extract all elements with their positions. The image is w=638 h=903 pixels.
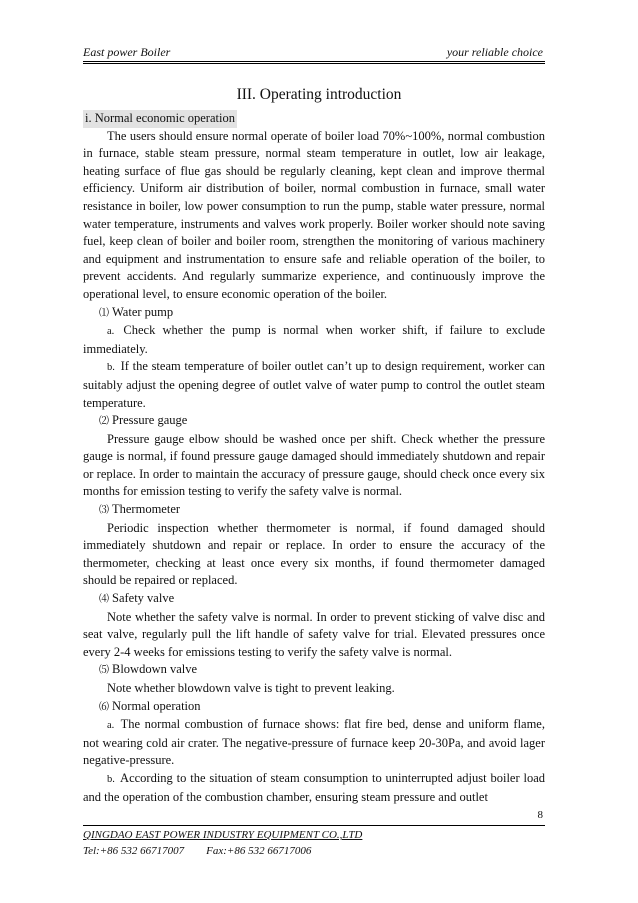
point-text: Check whether the pump is normal when worker shift, if failure to exclude immediately. — [83, 323, 545, 356]
paragraph-safety-valve: Note whether the safety valve is normal. In order to prevent sticking of valve disc and seat valve, regularly pull the lift handle of safety valve for trial. Elevated pressures once every 2-4 weeks for emissions testing to verify the safety valve is normal. — [83, 609, 545, 659]
footer-tel: Tel:+86 532 66717007 — [83, 845, 185, 857]
subheading-water-pump — [83, 304, 545, 323]
point-marker: b. — [107, 362, 115, 374]
item-label: Pressure gauge — [112, 413, 188, 428]
item-marker: ⑴ — [99, 307, 109, 319]
page-number: 8 — [537, 809, 543, 821]
point-text: The normal combustion of furnace shows: flat fire bed, dense and uniform flame, not wearing cold air crater. The negative-pressure of furnace keep 20-30Pa, and avoid lager negative-pressure. — [83, 717, 545, 768]
header-rule — [83, 61, 545, 62]
subheading-blowdown-valve — [83, 661, 545, 680]
item-label: Safety valve — [112, 591, 175, 606]
paragraph-water-pump-a — [83, 322, 545, 358]
footer-contact — [83, 845, 311, 857]
paragraph-thermometer: Periodic inspection whether thermometer is normal, if found damaged should immediately shutdown and repair or replace. In order to ensure the accuracy of the thermometer, checking at least once every six months, if found thermometer damaged should be repaired or replaced. — [83, 520, 545, 588]
page-title: III. Operating introduction — [236, 86, 402, 103]
item-marker: ⑵ — [99, 416, 109, 428]
paragraph-water-pump-b — [83, 358, 545, 412]
point-marker: a. — [107, 326, 115, 338]
point-text: According to the situation of steam consumption to uninterrupted adjust boiler load and the operation of the combustion chamber, ensuring steam pressure and outlet — [83, 770, 545, 804]
subheading-pressure-gauge — [83, 412, 545, 431]
header-left: East power Boiler — [83, 45, 171, 59]
subheading-safety-valve — [83, 590, 545, 609]
header-rule-double — [83, 63, 545, 64]
paragraph-normal-operation-b — [83, 770, 545, 806]
subheading-normal-operation — [83, 698, 545, 717]
point-marker: b. — [107, 773, 115, 785]
header-right: your reliable choice — [446, 45, 543, 59]
paragraph-normal-operation-a — [83, 716, 545, 770]
point-marker: a. — [107, 720, 115, 732]
subheading-thermometer — [83, 501, 545, 520]
item-marker: ⑶ — [99, 505, 109, 517]
footer-rule — [83, 825, 545, 826]
footer-company: QINGDAO EAST POWER INDUSTRY EQUIPMENT CO.,LTD — [83, 829, 363, 841]
section-heading: i. Normal economic operation — [83, 110, 237, 128]
item-marker: ⑸ — [99, 665, 109, 677]
footer-fax: Fax:+86 532 66717006 — [206, 845, 312, 857]
point-text: If the steam temperature of boiler outlet can’t up to design requirement, worker can suitably adjust the opening degree of outlet valve of water pump to control the outlet steam temperature. — [83, 359, 545, 410]
item-marker: ⑹ — [99, 701, 109, 713]
intro-paragraph: The users should ensure normal operate of boiler load 70%~100%, normal combustion in furnace, stable steam pressure, normal steam temperature in outlet, low air leakage, heating surface of flue gas should be regularly cleaning, kept clean and improve thermal efficiency. Uniform air distribution of boiler, normal combustion in furnace, small water resistance in boiler, low power consumption to run the pump, stable water pressure, normal water temperature, instruments and valves work properly. Boiler worker should note saving fuel, keep clean of boiler and boiler room, strengthen the monitoring of various machinery and equipment and instrumentation to ensure safe and reliable operation of the boiler, to prevent accidents. And regularly summarize experience, and continuously improve the operational level, to ensure economic operation of the boiler. — [83, 128, 545, 301]
paragraph-blowdown-valve: Note whether blowdown valve is tight to prevent leaking. — [107, 681, 395, 695]
body-text — [83, 110, 545, 806]
item-label: Thermometer — [112, 502, 181, 517]
item-label: Normal operation — [112, 698, 201, 713]
item-marker: ⑷ — [99, 594, 109, 606]
paragraph-pressure-gauge: Pressure gauge elbow should be washed once per shift. Check whether the pressure gauge is normal, if found pressure gauge damaged should immediately shutdown and repair or replace. In order to maintain the accuracy of pressure gauge, should check once every six months for emission testing to verify the safety valve is normal. — [83, 431, 545, 499]
item-label: Water pump — [112, 304, 174, 319]
item-label: Blowdown valve — [112, 662, 198, 677]
